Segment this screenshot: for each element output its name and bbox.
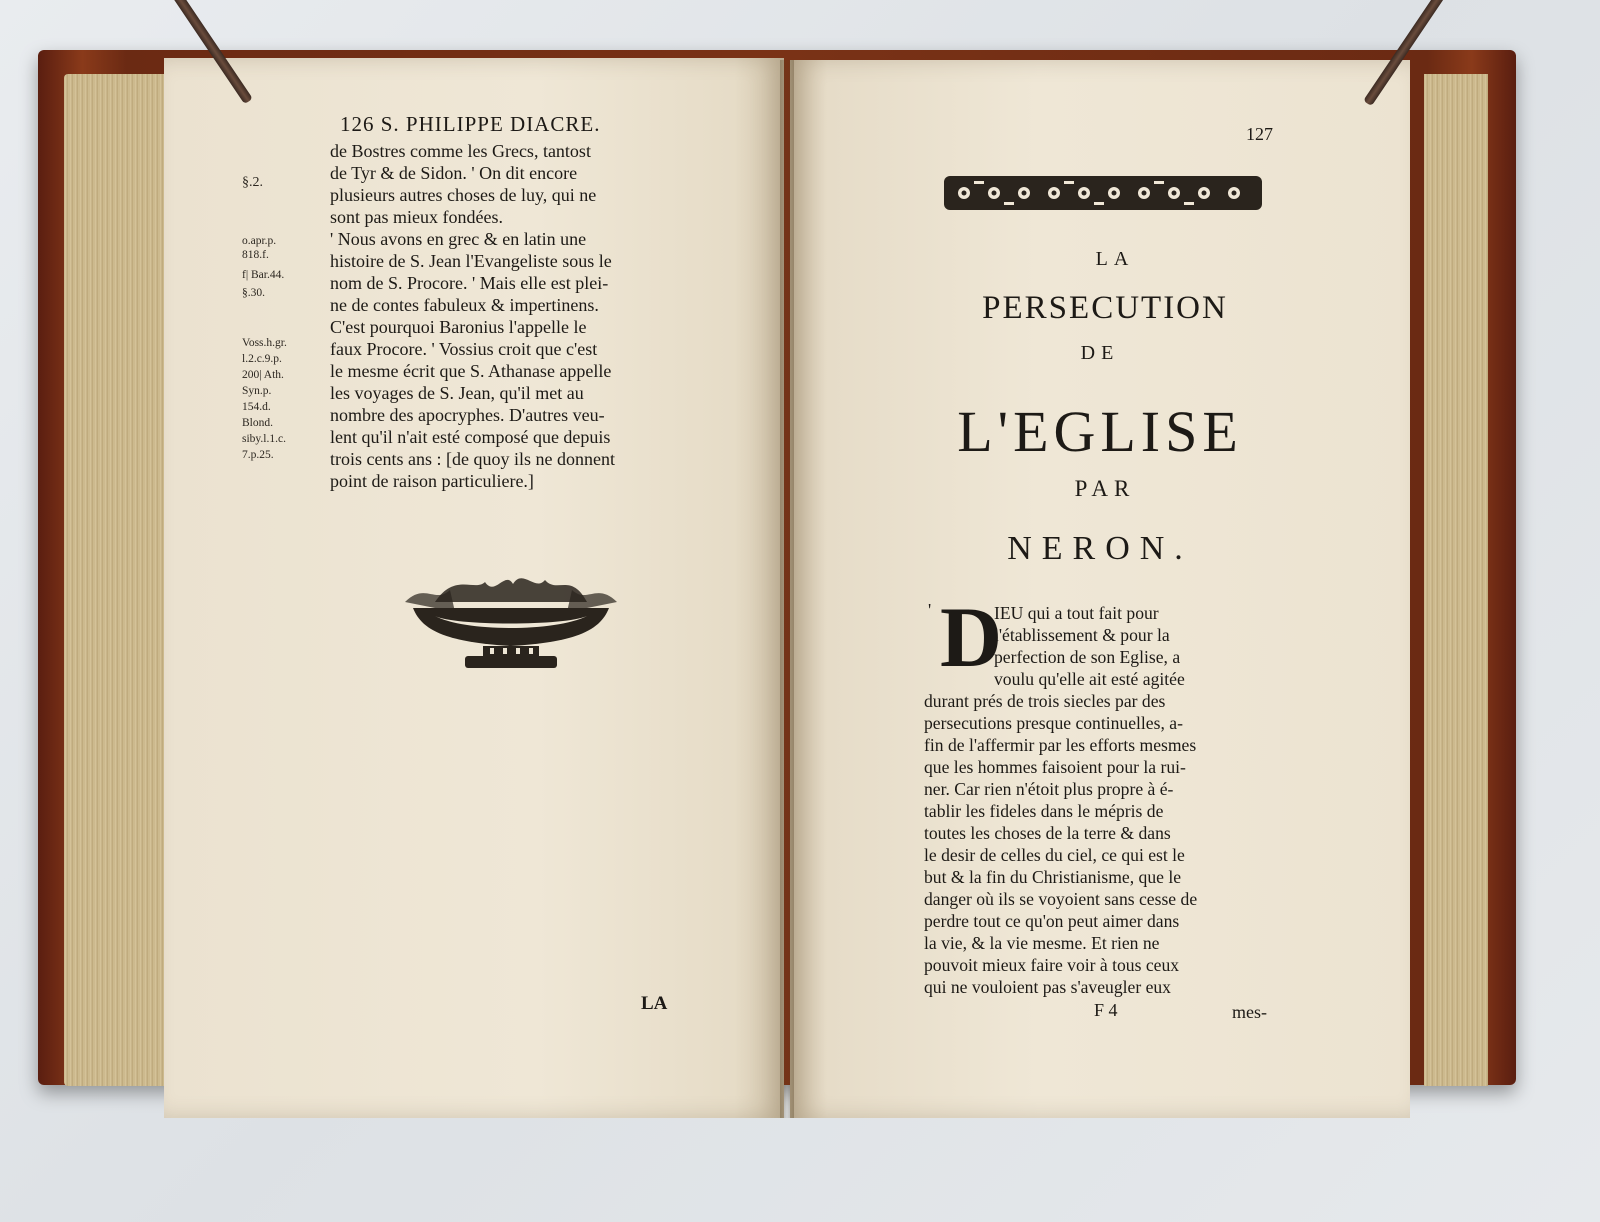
margin-note: 154.d.: [242, 401, 271, 413]
text-line: les voyages de S. Jean, qu'il met au: [330, 383, 584, 403]
title-line-la: LA: [1095, 248, 1135, 270]
title-line-par: PAR: [1074, 476, 1136, 501]
vase-ornament: [395, 562, 627, 674]
book-gutter: [780, 60, 794, 1118]
margin-note: 200| Ath.: [242, 369, 284, 381]
text-line: ner. Car rien n'étoit plus propre à é-: [924, 779, 1174, 799]
margin-note: §.30.: [242, 287, 265, 299]
signature-mark: F 4: [1094, 1000, 1118, 1020]
text-line: point de raison particuliere.]: [330, 471, 534, 491]
text-line: pouvoit mieux faire voir à tous ceux: [924, 955, 1180, 975]
text-line: de Bostres comme les Grecs, tantost: [330, 141, 591, 161]
text-line: nombre des apocryphes. D'autres veu-: [330, 405, 605, 425]
margin-note: Syn.p.: [242, 385, 272, 397]
text-line: toutes les choses de la terre & dans: [924, 823, 1171, 843]
text-line: fin de l'affermir par les efforts mesmes: [924, 735, 1197, 755]
title-line-neron: NERON.: [1007, 530, 1193, 567]
page-edges-left: [64, 74, 174, 1086]
dropcap-marker: ': [928, 600, 932, 620]
margin-note: §.2.: [242, 175, 263, 190]
headpiece-ornament: [944, 176, 1262, 210]
text-line: persecutions presque continuelles, a-: [924, 713, 1183, 733]
margin-note: 7.p.25.: [242, 449, 274, 461]
margin-note: Blond.: [242, 417, 273, 429]
text-line: le mesme écrit que S. Athanase appelle: [330, 361, 612, 381]
text-line: but & la fin du Christianisme, que le: [924, 867, 1182, 887]
text-line: voulu qu'elle ait esté agitée: [994, 669, 1185, 689]
catchword: LA: [641, 993, 668, 1014]
title-line-eglise: L'EGLISE: [957, 399, 1243, 464]
text-line: l'établissement & pour la: [994, 625, 1170, 645]
page-edges-right: [1424, 74, 1488, 1086]
margin-note: o.apr.p.: [242, 235, 277, 247]
text-line: durant prés de trois siecles par des: [924, 691, 1166, 711]
text-line: tablir les fideles dans le mépris de: [924, 801, 1164, 821]
text-line: sont pas mieux fondées.: [330, 207, 503, 227]
text-line: danger où ils se voyoient sans cesse de: [924, 889, 1198, 909]
text-line: C'est pourquoi Baronius l'appelle le: [330, 317, 587, 337]
drop-cap: D: [940, 589, 1003, 685]
running-head: 126 S. PHILIPPE DIACRE.: [340, 112, 601, 136]
text-line: qui ne vouloient pas s'aveugler eux: [924, 977, 1171, 997]
text-line: que les hommes faisoient pour la rui-: [924, 757, 1186, 777]
catchword: mes-: [1232, 1002, 1267, 1022]
text-line: faux Procore. ' Vossius croit que c'est: [330, 339, 598, 359]
text-line: la vie, & la vie mesme. Et rien ne: [924, 933, 1160, 953]
text-line: perdre tout ce qu'on peut aimer dans: [924, 911, 1180, 931]
page-number: 127: [1246, 124, 1273, 144]
text-line: ne de contes fabuleux & impertinens.: [330, 295, 599, 315]
margin-note: siby.l.1.c.: [242, 433, 286, 445]
text-line: plusieurs autres choses de luy, qui ne: [330, 185, 597, 205]
title-line-persecution: PERSECUTION: [982, 290, 1228, 326]
text-line: le desir de celles du ciel, ce qui est le: [924, 845, 1185, 865]
margin-note: f| Bar.44.: [242, 269, 285, 281]
title-line-de: DE: [1080, 342, 1120, 364]
text-line: histoire de S. Jean l'Evangeliste sous le: [330, 251, 612, 271]
text-line: lent qu'il n'ait esté composé que depuis: [330, 427, 611, 447]
text-line: trois cents ans : [de quoy ils ne donnent: [330, 449, 615, 469]
text-line: nom de S. Procore. ' Mais elle est plei-: [330, 273, 609, 293]
margin-note: Voss.h.gr.: [242, 337, 287, 349]
text-line: de Tyr & de Sidon. ' On dit encore: [330, 163, 578, 183]
text-line: perfection de son Eglise, a: [994, 647, 1181, 667]
margin-note: 818.f.: [242, 249, 269, 261]
text-line: IEU qui a tout fait pour: [994, 603, 1159, 623]
margin-note: l.2.c.9.p.: [242, 353, 282, 365]
text-line: ' Nous avons en grec & en latin une: [330, 229, 587, 249]
